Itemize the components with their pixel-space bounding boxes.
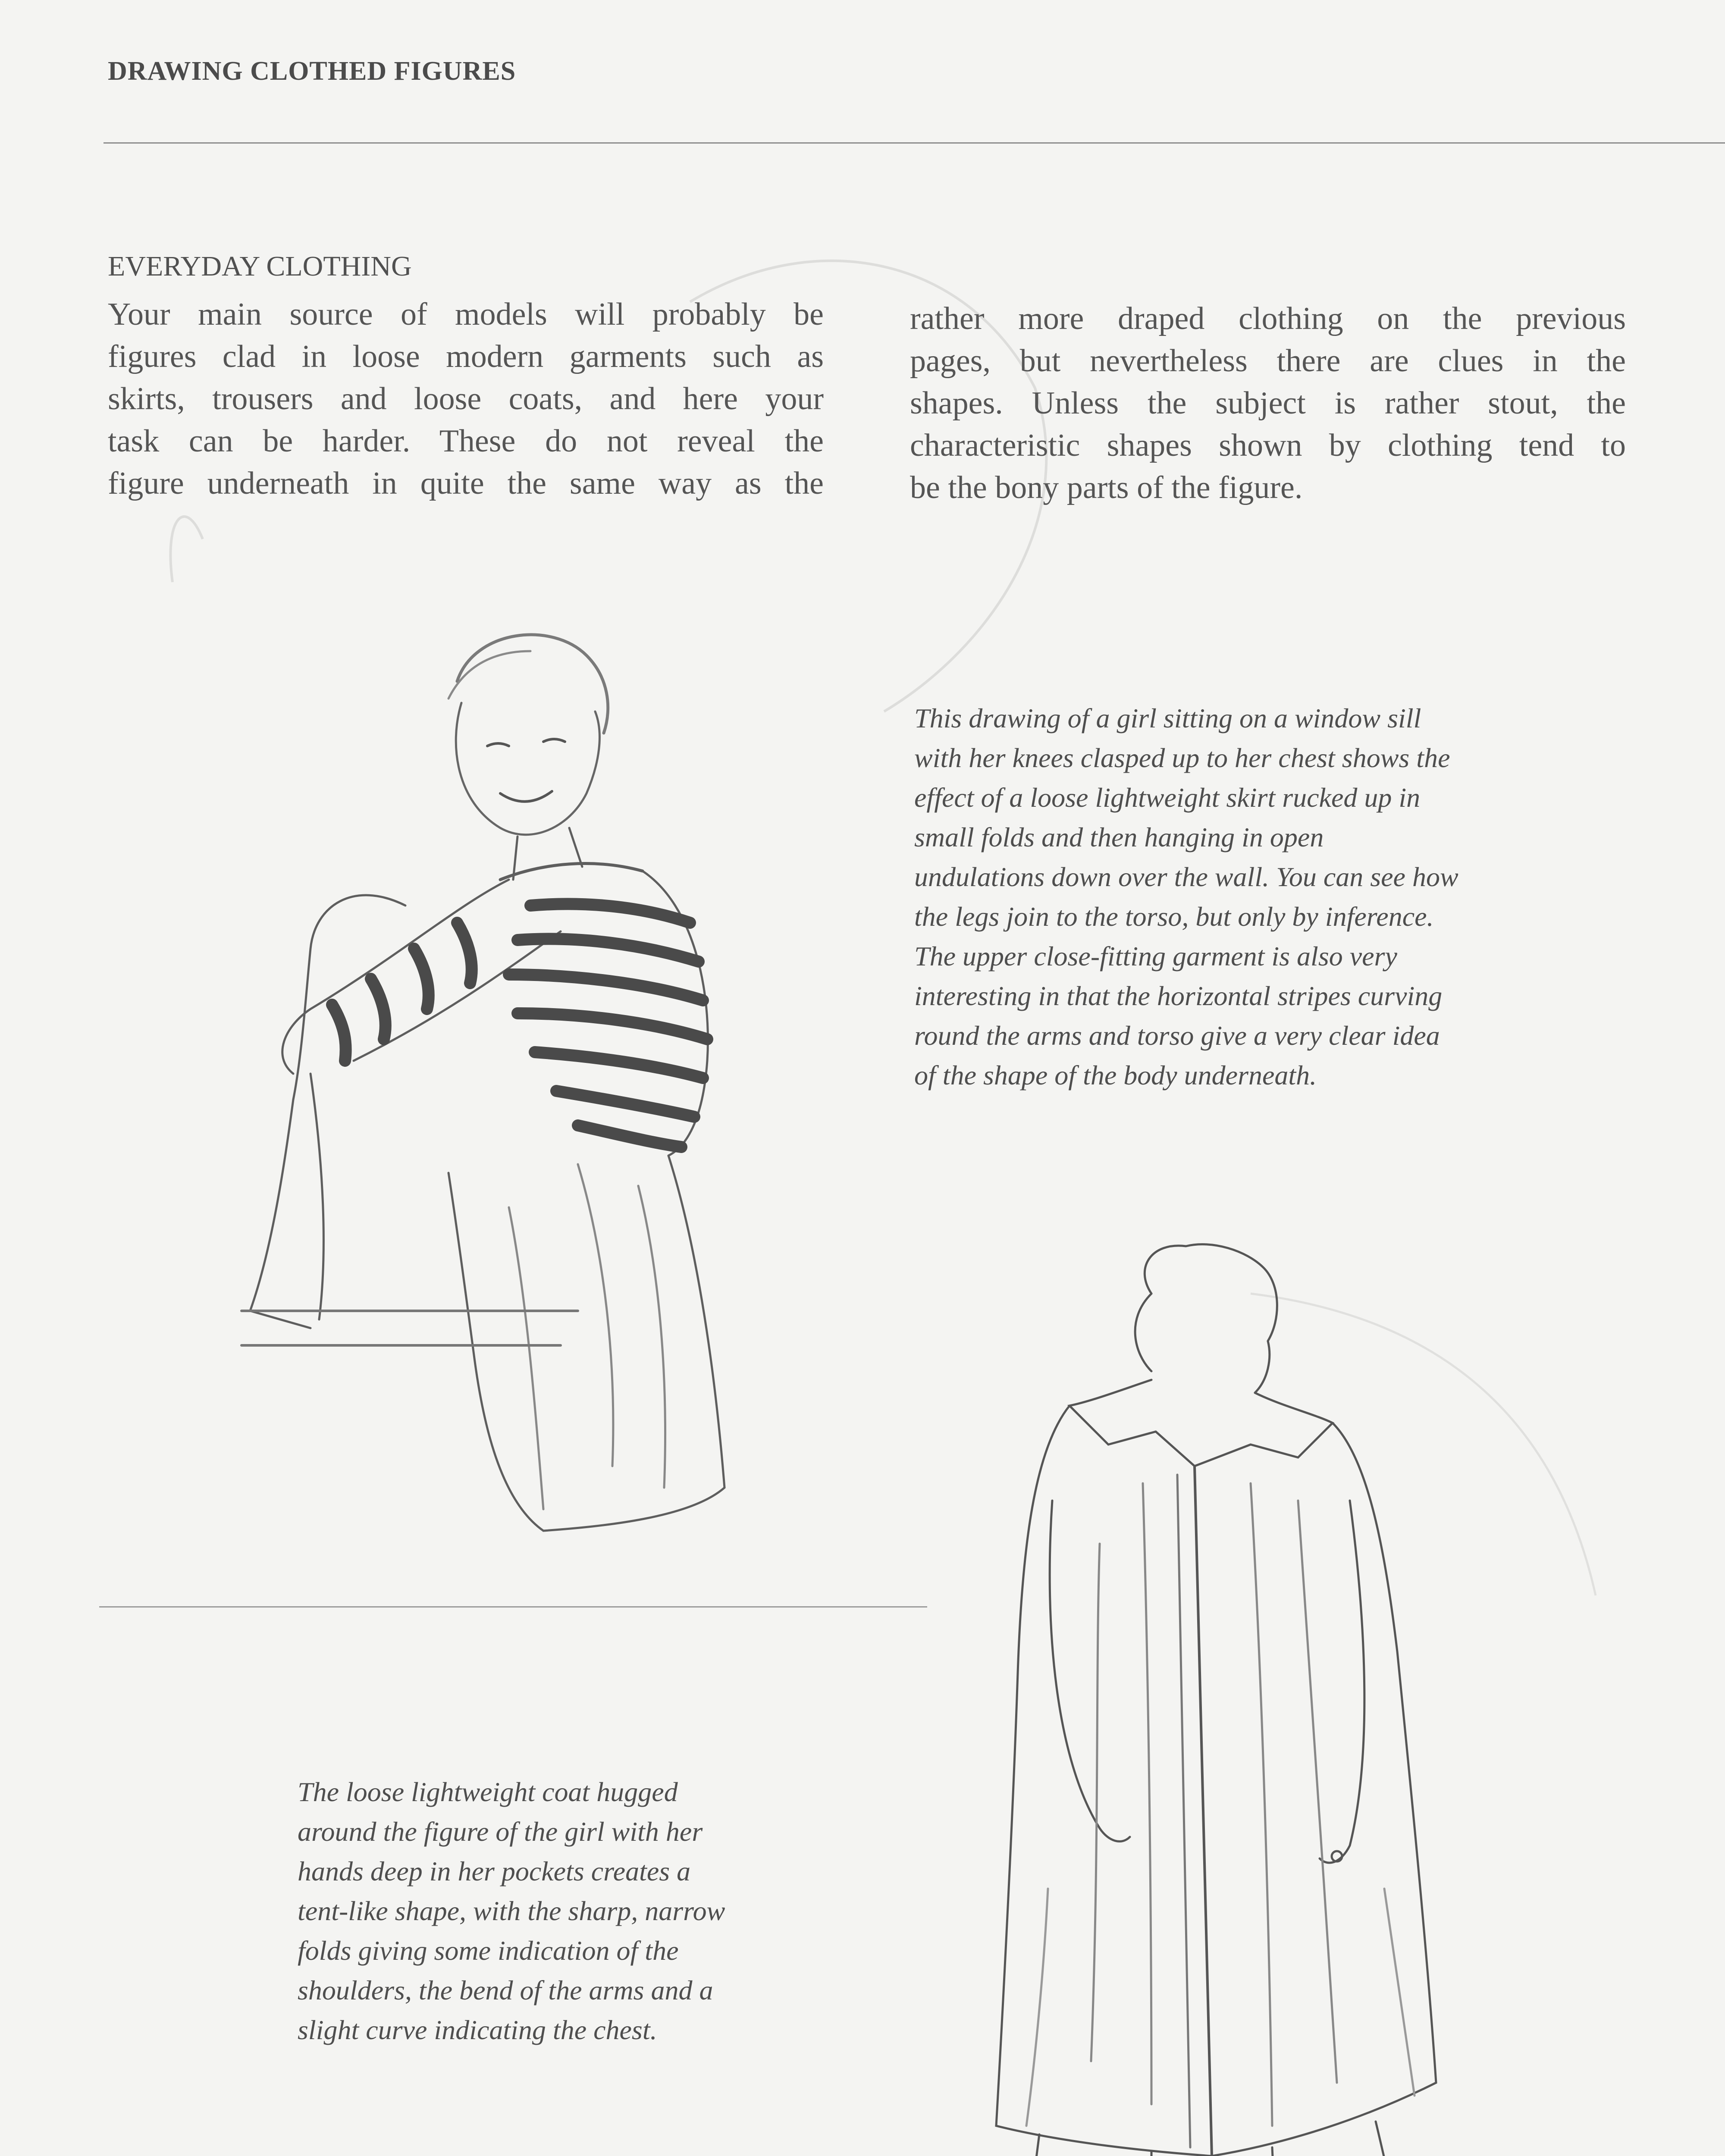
body-line: characteristic shapes shown by clothing tend to [910,428,1626,463]
caption-line: around the figure of the girl with her [298,1816,703,1847]
caption-line: undulations down over the wall. You can see how [914,862,1458,892]
girl-in-loose-coat-drawing [970,1242,1509,2156]
caption-coat-drawing [298,1772,858,2050]
caption-line: shoulders, the bend of the arms and a [298,1975,713,2006]
body-line: skirts, trousers and loose coats, and here your [108,381,824,417]
caption-line: interesting in that the horizontal stripes curving [914,981,1443,1011]
caption-line: small folds and then hanging in open [914,822,1324,852]
caption-line: the legs join to the torso, but only by inference. [914,901,1434,932]
body-line: be the bony parts of the figure. [910,470,1303,505]
body-line: Your main source of models will probably be [108,297,824,332]
body-line: task can be harder. These do not reveal the [108,423,824,459]
body-line: shapes. Unless the subject is rather stout, the [910,385,1626,421]
caption-line: The loose lightweight coat hugged [298,1777,678,1807]
caption-line: This drawing of a girl sitting on a window sill [914,703,1421,733]
body-text-right [910,298,1626,509]
body-line: figures clad in loose modern garments such as [108,339,824,374]
body-line: figure underneath in quite the same way as the [108,466,824,501]
section-heading: EVERYDAY CLOTHING [108,251,412,282]
caption-line: tent-like shape, with the sharp, narrow [298,1896,725,1926]
caption-line: slight curve indicating the chest. [298,2015,657,2045]
running-head: DRAWING CLOTHED FIGURES [108,56,516,86]
body-line: rather more draped clothing on the previous [910,301,1626,336]
caption-line: round the arms and torso give a very clear idea [914,1020,1440,1051]
caption-line: of the shape of the body underneath. [914,1060,1317,1091]
illustration-divider [99,1606,927,1608]
caption-line: with her knees clasped up to her chest shows the [914,743,1450,773]
caption-line: folds giving some indication of the [298,1935,679,1966]
caption-line: effect of a loose lightweight skirt rucked up in [914,782,1421,813]
caption-line: hands deep in her pockets creates a [298,1856,691,1887]
body-text-left [108,293,824,505]
girl-on-window-sill-drawing [129,604,862,1595]
caption-line: The upper close-fitting garment is also very [914,941,1397,971]
caption-girl-drawing [914,699,1622,1095]
body-line: pages, but nevertheless there are clues in the [910,343,1626,379]
header-rule [104,142,1725,144]
